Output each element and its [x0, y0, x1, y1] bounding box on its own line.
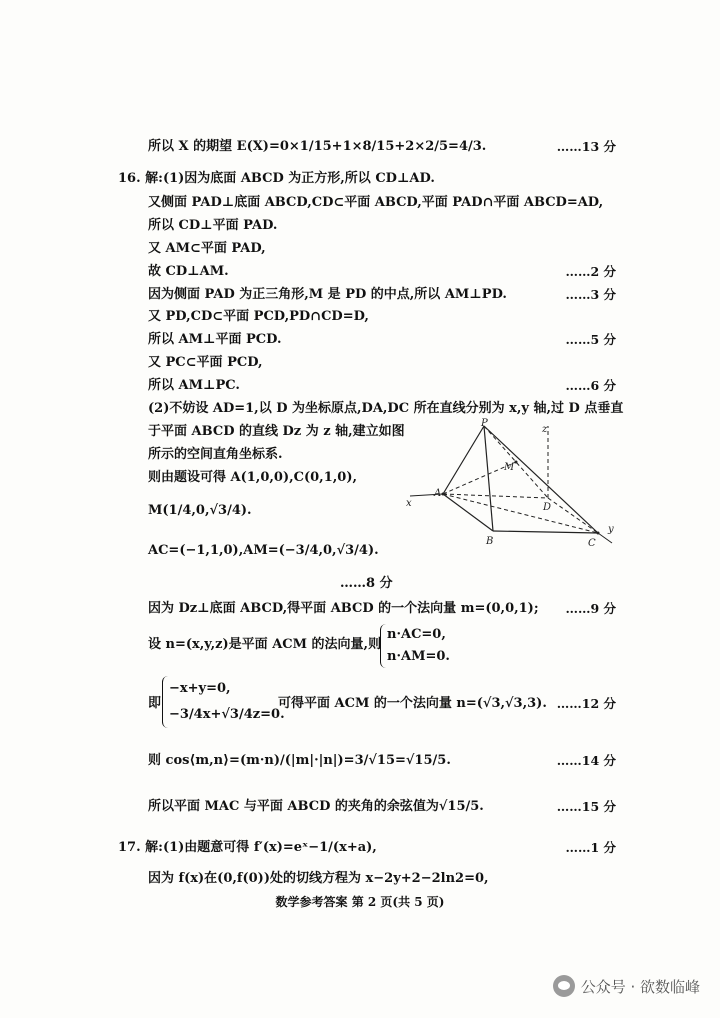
label-x: x — [406, 498, 412, 509]
system-1-eq-2: n·AM=0. — [387, 649, 450, 664]
normal-n-result: 可得平面 ACM 的一个法向量 n=(√3,√3,3). — [278, 696, 547, 711]
label-m: M — [504, 462, 515, 473]
q16-part2-line-1: (2)不妨设 AD=1,以 D 为坐标原点,DA,DC 所在直线分别为 x,y 轴,过 D 点垂直 — [148, 401, 624, 416]
page-footer: 数学参考答案 第 2 页(共 5 页) — [275, 895, 445, 909]
normal-m-line: 因为 Dz⊥底面 ABCD,得平面 ABCD 的一个法向量 m=(0,0,1); — [148, 601, 539, 616]
score-6: ……6 分 — [565, 378, 616, 393]
point-a — [442, 493, 445, 496]
label-a: A — [434, 488, 442, 499]
score-3: ……3 分 — [565, 287, 616, 302]
edge-pc — [484, 426, 598, 533]
conclusion-line: 所以平面 MAC 与平面 ABCD 的夹角的余弦值为√15/5. — [148, 799, 484, 814]
wechat-icon — [553, 975, 575, 997]
expectation-line: 所以 X 的期望 E(X)=0×1/15+1×8/15+2×2/5=4/3. — [148, 139, 487, 154]
score-1: ……1 分 — [565, 840, 616, 855]
q16-line-6: 故 CD⊥AM. — [148, 264, 229, 279]
label-d: D — [543, 502, 552, 513]
score-12: ……12 分 — [556, 696, 616, 711]
edge-pb — [484, 426, 493, 531]
system-2-eq-1: −x+y=0, — [169, 681, 231, 696]
q16-line-10: 又 PC⊂平面 PCD, — [148, 355, 263, 370]
q17-line-2: 因为 f(x)在(0,f(0))处的切线方程为 x−2y+2−2ln2=0, — [148, 871, 489, 886]
q16-line-9: 所以 AM⊥平面 PCD. — [148, 332, 282, 347]
edge-dc — [548, 498, 598, 533]
score-15: ……15 分 — [556, 799, 616, 814]
label-b: B — [486, 536, 494, 547]
point-m — [515, 461, 518, 464]
system-2-prefix: 即 — [148, 696, 162, 711]
q16-line-5: 又 AM⊂平面 PAD, — [148, 241, 266, 256]
label-p: P — [481, 418, 488, 429]
score-5: ……5 分 — [565, 332, 616, 347]
label-c: C — [588, 538, 596, 549]
score-2: ……2 分 — [565, 264, 616, 279]
watermark-text: 公众号 · 欲数临峰 — [580, 977, 700, 996]
edge-ab — [443, 494, 493, 531]
q16-line-7: 因为侧面 PAD 为正三角形,M 是 PD 的中点,所以 AM⊥PD. — [148, 287, 507, 302]
q16-part2-line-2: 于平面 ABCD 的直线 Dz 为 z 轴,建立如图 — [148, 424, 405, 439]
vectors-ac-am: AC=(−1,1,0),AM=(−3/4,0,√3/4). — [148, 543, 379, 558]
watermark — [553, 975, 700, 997]
system-brace-1 — [380, 624, 450, 668]
score-8: ……8 分 — [340, 576, 393, 591]
q16-line-3: 又侧面 PAD⊥底面 ABCD,CD⊂平面 ABCD,平面 PAD∩平面 ABCD=AD, — [148, 195, 604, 210]
system-1-eq-1: n·AC=0, — [387, 627, 446, 642]
q17-heading-line: 17. 解:(1)由题意可得 f′(x)=eˣ−1/(x+a), — [118, 840, 377, 855]
point-m-coords: M(1/4,0,√3/4). — [148, 503, 252, 518]
edge-ad — [443, 494, 548, 498]
system-2-eq-2: −3/4x+√3/4z=0. — [169, 707, 285, 722]
q16-line-8: 又 PD,CD⊂平面 PCD,PD∩CD=D, — [148, 309, 369, 324]
q16-line-4: 所以 CD⊥平面 PAD. — [148, 218, 278, 233]
q16-heading-line: 16. 解:(1)因为底面 ABCD 为正方形,所以 CD⊥AD. — [118, 171, 435, 186]
edge-pa — [443, 426, 484, 494]
diagonal-ac — [443, 494, 598, 533]
label-y: y — [608, 524, 614, 535]
label-z: z — [542, 424, 548, 435]
normal-n-setup: 设 n=(x,y,z)是平面 ACM 的法向量,则 — [148, 637, 382, 652]
q16-part2-line-4: 则由题设可得 A(1,0,0),C(0,1,0), — [148, 470, 357, 485]
score-13: ……13 分 — [556, 139, 616, 154]
score-9: ……9 分 — [565, 601, 616, 616]
score-14: ……14 分 — [556, 753, 616, 768]
cosine-line: 则 cos⟨m,n⟩=(m·n)/(|m|·|n|)=3/√15=√15/5. — [148, 753, 451, 768]
system-brace-2 — [162, 676, 285, 728]
coordinate-figure — [398, 418, 623, 550]
q16-line-11: 所以 AM⊥PC. — [148, 378, 240, 393]
q16-part2-line-3: 所示的空间直角坐标系. — [148, 447, 283, 462]
point-c — [597, 532, 600, 535]
edge-bc — [493, 531, 598, 533]
